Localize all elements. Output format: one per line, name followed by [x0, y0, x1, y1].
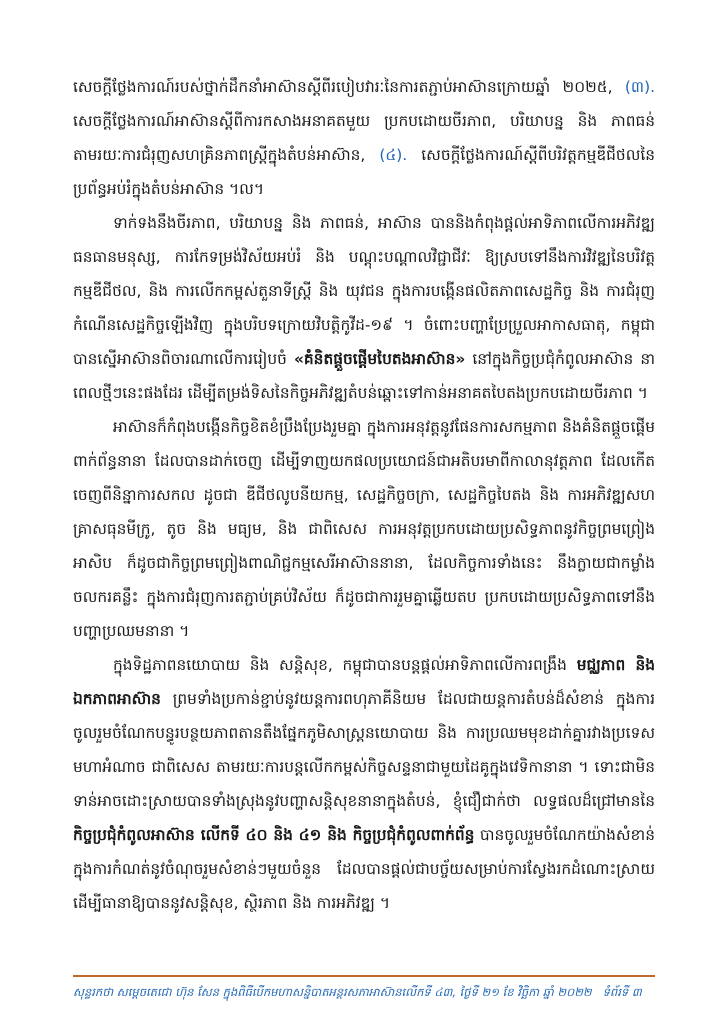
footer-caption: សុន្ទរកថា សម្តេចតេជោ ហ៊ុន សែន ក្នុងពិធីបើកមហាសន្និបាតអន្តរសភាអាស៊ានលើកទី ៤៣, ថ្ងៃទី ២១ ខែ វិច្ឆិកា ឆ្នាំ ២០២២ — [73, 985, 592, 999]
page-footer — [73, 983, 655, 1001]
paragraph-4-part-b: ព្រមទាំងប្រកាន់ខ្ជាប់នូវយន្តការពហុភាគីនិយម ដែលជាយន្តការតំបន់ដ៏សំខាន់ ក្នុងការចូលរួមចំណែកបន្ធូរបន្ថយភាពតានតឹងផ្នែកភូមិសាស្ត្រនយោបាយ និង ការប្រឈមមុខដាក់គ្នារវាងប្រទេសមហាអំណាច ជាពិសេស តាមរយៈការបន្តលើកកម្ពស់កិច្ចសន្ទនាជាមួយដៃគូក្នុងវេទិកានានា ។ ទោះជាមិនទាន់អាចដោះស្រាយបានទាំងស្រុងនូវបញ្ហាសន្តិសុខនានាក្នុងតំបន់, ខ្ញុំជឿជាក់ថា លទ្ធផលដ៏ជ្រៅមាននៃ — [73, 690, 655, 810]
centrality-unity-highlight: មជ្ឈភាព និង ឯកភាពអាស៊ាន — [73, 656, 655, 708]
paragraph-3 — [73, 410, 655, 648]
paragraph-2 — [73, 206, 655, 410]
list-number-4: (៤). — [379, 146, 408, 164]
paragraph-2-part-a: ទាក់ទងនឹងចីរភាព, បរិយាបន្ន និង ភាពធន់, អាស៊ាន បាននិងកំពុងផ្តល់អាទិភាពលើការអភិវឌ្ឍធនធានមនុស្ស, ការកែទម្រង់វិស័យអប់រំ និង បណ្តុះបណ្តាលវិជ្ជាជីវៈ ឱ្យស្របទៅនឹងការវិវឌ្ឍនៃបរិវត្តកម្មឌីជីថល, និង ការលើកកម្ពស់តួនាទីស្ត្រី និង យុវជន ក្នុងការបង្កើនផលិតភាពសេដ្ឋកិច្ច និង ការជំរុញកំណើនសេដ្ឋកិច្ចឡើងវិញ ក្នុងបរិបទក្រោយវិបត្តិកូវីដ-១៩ ។ ចំពោះបញ្ហាប្រែប្រួលអាកាសធាតុ, កម្ពុជា បានស្នើអាស៊ានពិចារណាលើការរៀបចំ — [73, 214, 655, 368]
summit-highlight: កិច្ចប្រជុំកំពូលអាស៊ាន លើកទី ៤០ និង ៤១ និង កិច្ចប្រជុំកំពូលពាក់ព័ន្ធ — [73, 826, 475, 844]
paragraph-4-part-a: ក្នុងទិដ្ឋភាពនយោបាយ និង សន្តិសុខ, កម្ពុជាបានបន្តផ្តល់អាទិភាពលើការពង្រឹង — [113, 656, 567, 674]
paragraph-1-part-c: សេចក្តីថ្លែងការណ៍ស្តីពីបរិវត្តកម្មឌីជីថលនៃប្រព័ន្ធអប់រំក្នុងតំបន់អាស៊ាន ។ល។ — [73, 146, 655, 198]
paragraph-1-part-a: សេចក្តីថ្លែងការណ៍របស់ថ្នាក់ដឹកនាំអាស៊ានស្តីពីរបៀបវារៈនៃការតភ្ជាប់អាស៊ានក្រោយឆ្នាំ ២០២៥, — [73, 78, 613, 96]
paragraph-1-part-b: សេចក្តីថ្លែងការណ៍អាស៊ានស្តីពីការកសាងអនាគតមួយ ប្រកបដោយចីរភាព, បរិយាបន្ន និង ភាពធន់ តាមរយៈការជំរុញសហគ្រិនភាពស្ត្រីក្នុងតំបន់អាស៊ាន, — [73, 112, 655, 164]
paragraph-1 — [73, 70, 655, 206]
paragraph-4-part-c: បានចូលរួមចំណែកយ៉ាងសំខាន់ ក្នុងការកំណត់នូវចំណុចរួមសំខាន់ៗមួយចំនួន ដែលបានផ្តល់ជាបច្ច័យសម្រាប់ការស្វែងរកដំណោះស្រាយ ដើម្បីធានាឱ្យបាននូវសន្តិសុខ, ស្ថិរភាព និង ការអភិវឌ្ឍ ។ — [73, 826, 655, 912]
paragraph-4 — [73, 648, 655, 920]
paragraph-3-text: អាស៊ានក៏កំពុងបង្កើនកិច្ចខិតខំប្រឹងប្រែងរួមគ្នា ក្នុងការអនុវត្តនូវផែនការសកម្មភាព និងគំនិតផ្តួចផ្តើមពាក់ព័ន្ធនានា ដែលបានដាក់ចេញ ដើម្បីទាញយកផលប្រយោជន៍ជាអតិបរមាពីកាលានុវត្តភាព ដែលកើតចេញពីនិន្នាការសកល ដូចជា ឌីជីថលូបនីយកម្ម, សេដ្ឋកិច្ចចក្រា, សេដ្ឋកិច្ចបៃតង និង ការអភិវឌ្ឍសហគ្រាសធុនមីក្រូ, តូច និង មធ្យម, និង ជាពិសេស ការអនុវត្តប្រកបដោយប្រសិទ្ធភាពនូវកិច្ចព្រមព្រៀងអាសិប ក៏ដូចជាកិច្ចព្រមព្រៀងពាណិជ្ជកម្មសេរីអាស៊ាននានា, ដែលកិច្ចការទាំងនេះ នឹងក្លាយជាកម្លាំងចលករគន្លឹះ ក្នុងការជំរុញការតភ្ជាប់គ្រប់វិស័យ ក៏ដូចជាការរួមគ្នាឆ្លើយតប ប្រកបដោយប្រសិទ្ធភាពទៅនឹងបញ្ហាប្រឈមនានា ។ — [73, 418, 655, 640]
page-number: ទំព័រទី ៣ — [602, 985, 642, 999]
footer-divider — [73, 975, 655, 977]
list-number-3: (៣). — [624, 78, 655, 96]
green-initiative-highlight: «គំនិតផ្តួចផ្តើមបៃតងអាស៊ាន» — [293, 350, 466, 368]
paragraph-2-part-b: នៅក្នុងកិច្ចប្រជុំកំពូលអាស៊ាន នាពេលថ្មីៗនេះផងដែរ ដើម្បីតម្រង់ទិសនៃកិច្ចអភិវឌ្ឍតំបន់ឆ្ពោះទៅកាន់អនាគតបៃតងប្រកបដោយចីរភាព ។ — [73, 350, 655, 402]
body-text — [73, 70, 655, 920]
